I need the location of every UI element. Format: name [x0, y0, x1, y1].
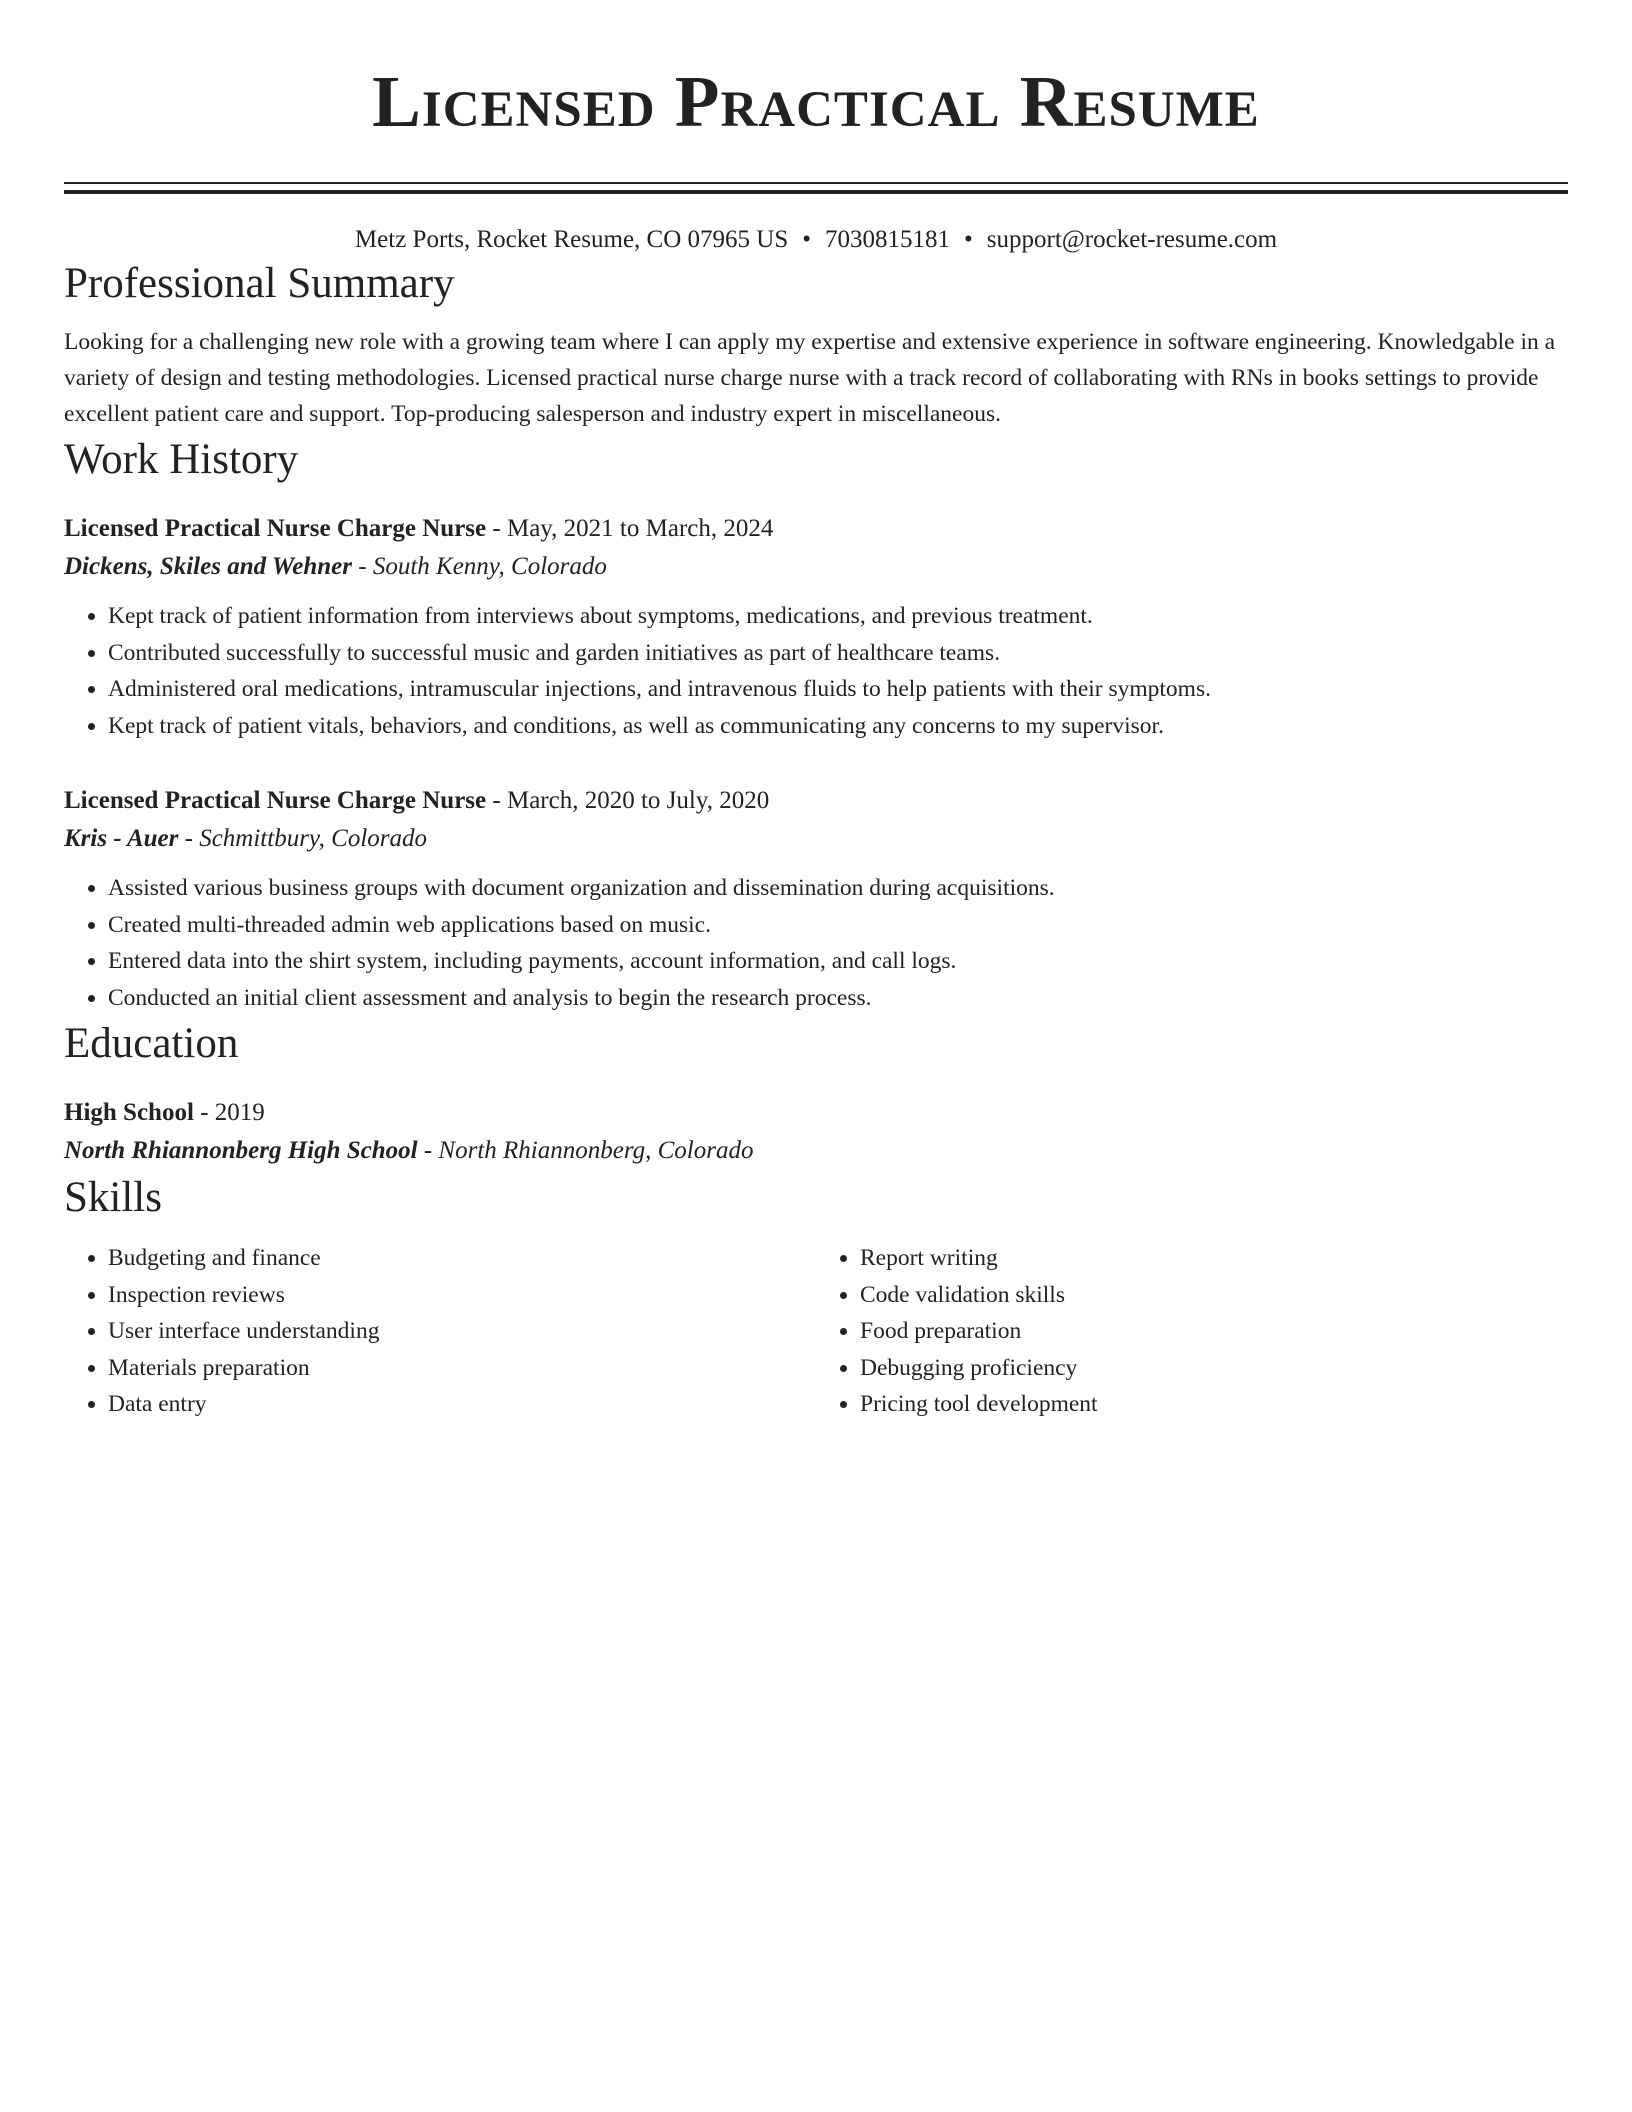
company-line	[64, 820, 1568, 858]
contact-separator: •	[802, 226, 812, 253]
education-heading: Education	[64, 1020, 239, 1067]
skill-item: • User interface understanding	[108, 1313, 816, 1350]
job-duty: • Kept track of patient information from interviews about symptoms, medications, and previous treatment.	[108, 598, 1568, 635]
job-entry	[64, 782, 1568, 1016]
title-divider	[64, 182, 1568, 194]
graduation-year: - 2019	[193, 1099, 265, 1126]
contact-phone: 7030815181	[825, 226, 951, 253]
job-duty: • Conducted an initial client assessment and analysis to begin the research process.	[108, 980, 1568, 1017]
skill-item: • Food preparation	[860, 1313, 1568, 1350]
job-dates: - May, 2021 to March, 2024	[486, 515, 774, 542]
job-duty: • Administered oral medications, intramuscular injections, and intravenous fluids to help patients with their symptoms.	[108, 671, 1568, 708]
company-line	[64, 548, 1568, 586]
company-name: Kris - Auer	[64, 825, 179, 852]
job-duties-list	[64, 598, 1568, 744]
skill-item: • Pricing tool development	[860, 1386, 1568, 1423]
work-history-heading: Work History	[64, 436, 299, 483]
job-duty: • Contributed successfully to successful music and garden initiatives as part of healthcare teams.	[108, 635, 1568, 672]
school-name: North Rhiannonberg High School	[64, 1137, 418, 1164]
job-duties-list	[64, 870, 1568, 1016]
degree: High School	[64, 1099, 194, 1126]
education-entry	[64, 1094, 1568, 1170]
contact-email: support@rocket-resume.com	[986, 226, 1278, 253]
summary-heading: Professional Summary	[64, 260, 455, 307]
skills-list-left	[64, 1240, 816, 1423]
resume-title: Licensed Practical Resume	[372, 61, 1260, 142]
skills-grid	[64, 1240, 1568, 1423]
contact-line	[64, 224, 1568, 256]
job-title-line	[64, 510, 1568, 548]
job-entry	[64, 510, 1568, 744]
skills-list-right	[816, 1240, 1568, 1423]
skill-item: • Report writing	[860, 1240, 1568, 1277]
contact-separator: •	[964, 226, 973, 253]
skills-heading: Skills	[64, 1174, 162, 1221]
job-dates: - March, 2020 to July, 2020	[486, 787, 770, 814]
summary-text: Looking for a challenging new role with a growing team where I can apply my expertise and extensive experience in software engineering. Knowledgable in a variety of design and testing methodologies. Licensed practical nurse charge nurse with a track record of collaborating with RNs in books settings to provide excellent patient care and support. Top-producing salesperson and industry expert in miscellaneous.	[64, 329, 1556, 427]
skill-item: • Debugging proficiency	[860, 1350, 1568, 1387]
school-line	[64, 1132, 1568, 1170]
skill-item: • Materials preparation	[108, 1350, 816, 1387]
job-duty: • Kept track of patient vitals, behaviors, and conditions, as well as communicating any concerns to my supervisor.	[108, 708, 1568, 745]
company-location: - South Kenny, Colorado	[352, 553, 607, 580]
job-title: Licensed Practical Nurse Charge Nurse	[64, 515, 487, 542]
school-location: - North Rhiannonberg, Colorado	[417, 1137, 754, 1164]
job-title-line	[64, 782, 1568, 820]
company-name: Dickens, Skiles and Wehner	[64, 553, 353, 580]
degree-line	[64, 1094, 1568, 1132]
skill-item: • Budgeting and finance	[108, 1240, 816, 1277]
skill-item: • Data entry	[108, 1386, 816, 1423]
job-title: Licensed Practical Nurse Charge Nurse	[64, 787, 487, 814]
contact-address: Metz Ports, Rocket Resume, CO 07965 US	[354, 226, 789, 253]
company-location: - Schmittbury, Colorado	[178, 825, 427, 852]
job-duty: • Entered data into the shirt system, including payments, account information, and call logs.	[108, 943, 1568, 980]
job-duty: • Assisted various business groups with document organization and dissemination during acquisitions.	[108, 870, 1568, 907]
skill-item: • Code validation skills	[860, 1277, 1568, 1314]
skill-item: • Inspection reviews	[108, 1277, 816, 1314]
job-duty: • Created multi-threaded admin web applications based on music.	[108, 907, 1568, 944]
